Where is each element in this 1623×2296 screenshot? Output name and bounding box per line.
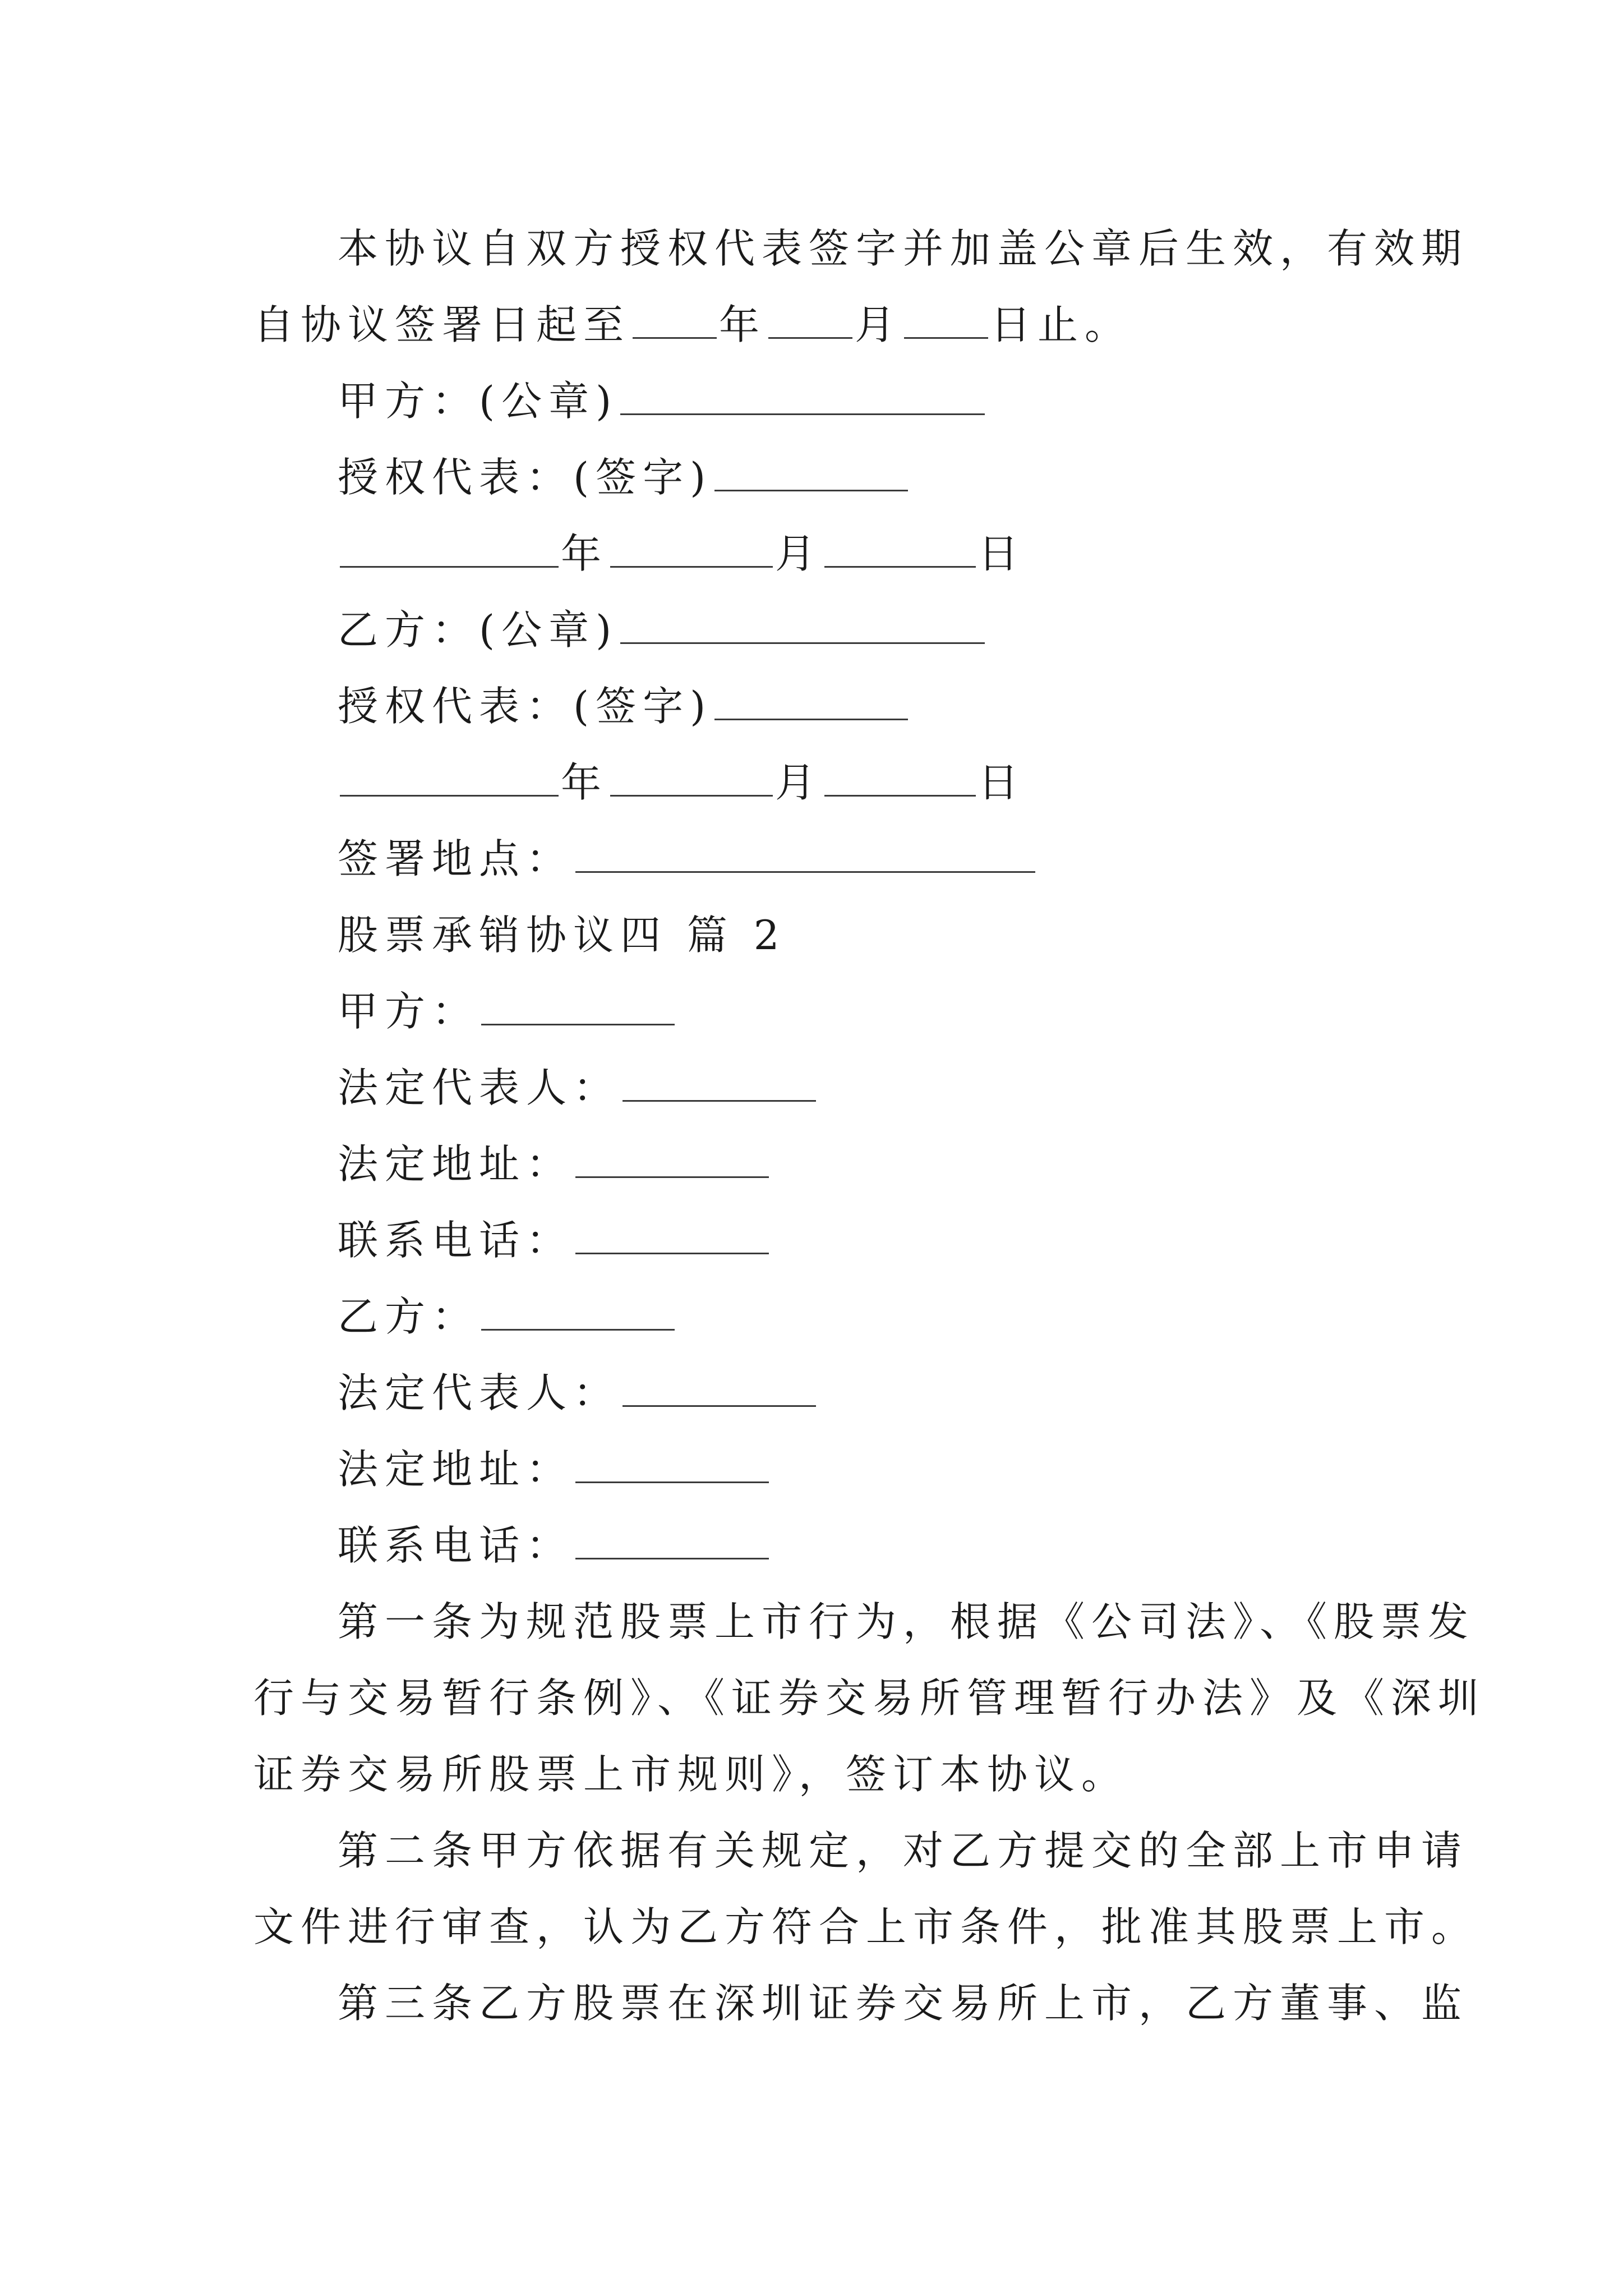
party-b-phone-line: [253, 1507, 1384, 1584]
party-b-name-blank: [481, 1293, 675, 1331]
section-2-heading: [253, 897, 1384, 973]
party-b-label: 乙方：: [338, 1293, 479, 1340]
article-2-text-2: 文件进行审查，认为乙方符合上市条件，批准其股票上市。: [253, 1903, 1479, 1950]
article-1-text-2: 行与交易暂行条例》、《证券交易所管理暂行办法》及《深圳: [253, 1674, 1486, 1722]
year-blank: [633, 301, 717, 339]
party-a-address-label: 法定地址：: [338, 1140, 574, 1188]
party-a-phone-blank: [575, 1217, 769, 1254]
party-b-rep-blank: [714, 683, 908, 720]
month-blank: [768, 301, 852, 339]
party-b-year-blank: [340, 759, 559, 797]
validity-prefix: 自协议签署日起至: [253, 301, 631, 348]
party-a-legal-rep-line: [253, 1050, 1384, 1126]
section-2-title: 股票承销协议四 篇 2: [338, 912, 786, 959]
party-a-name-blank: [481, 988, 675, 1025]
party-a-phone-label: 联系电话：: [338, 1217, 574, 1264]
party-b-seal-line: [253, 592, 1384, 668]
party-a-date-line: [253, 516, 1384, 592]
article-1-text-3: 证券交易所股票上市规则》，签订本协议。: [253, 1751, 1129, 1798]
party-b-day-label: 日: [978, 759, 1026, 806]
party-b-legal-rep-label: 法定代表人：: [338, 1369, 621, 1416]
party-a-day-label: 日: [978, 530, 1026, 577]
article-2-text-1: 第二条甲方依据有关规定，对乙方提交的全部上市申请: [338, 1827, 1469, 1874]
party-a-legal-rep-label: 法定代表人：: [338, 1064, 621, 1111]
day-end-label: 日止。: [990, 301, 1132, 348]
party-b-date-line: [253, 744, 1384, 821]
party-b-rep-line: [253, 668, 1384, 744]
signing-place-line: [253, 821, 1384, 897]
article-3-line-1: [253, 1965, 1469, 2041]
signing-place-blank: [575, 835, 1035, 873]
party-a-address-blank: [575, 1140, 769, 1178]
party-b-phone-blank: [575, 1522, 769, 1559]
party-b-phone-label: 联系电话：: [338, 1522, 574, 1569]
party-b-month-blank: [610, 759, 773, 797]
party-b-legal-rep-line: [253, 1355, 1384, 1431]
day-blank: [904, 301, 988, 339]
party-a-rep-line: [253, 439, 1384, 516]
party-a-seal-label: 甲方：(公章): [338, 378, 619, 425]
article-2-line-2: [253, 1889, 1479, 1965]
party-b-address-label: 法定地址：: [338, 1446, 574, 1493]
party-b-name-line: [253, 1278, 1384, 1355]
party-a-legal-rep-blank: [623, 1064, 816, 1102]
validity-line-2: [253, 287, 1384, 363]
article-1-text-1: 第一条为规范股票上市行为，根据《公司法》、《股票发: [338, 1598, 1476, 1645]
article-1-line-3: [253, 1736, 1384, 1812]
party-a-rep-label: 授权代表：(签字): [338, 454, 713, 501]
party-b-year-label: 年: [561, 759, 608, 806]
party-a-address-line: [253, 1126, 1384, 1202]
party-a-year-blank: [340, 530, 559, 568]
article-1-line-2: [253, 1660, 1486, 1736]
party-b-rep-label: 授权代表：(签字): [338, 683, 713, 730]
party-a-month-label: 月: [775, 530, 823, 577]
party-b-seal-label: 乙方：(公章): [338, 606, 619, 654]
party-a-phone-line: [253, 1202, 1384, 1278]
signing-place-label: 签署地点：: [338, 835, 574, 882]
validity-line-1: [253, 210, 1469, 287]
party-b-legal-rep-blank: [623, 1369, 816, 1407]
party-a-name-line: [253, 973, 1384, 1050]
party-a-seal-blank: [620, 378, 985, 415]
article-3-text-1: 第三条乙方股票在深圳证券交易所上市，乙方董事、监: [338, 1980, 1469, 2027]
party-b-address-line: [253, 1431, 1384, 1507]
party-a-month-blank: [610, 530, 773, 568]
party-a-day-blank: [824, 530, 976, 568]
article-1-line-1: [253, 1584, 1476, 1660]
validity-text-1: 本协议自双方授权代表签字并加盖公章后生效，有效期: [338, 225, 1469, 272]
party-b-seal-blank: [620, 606, 985, 644]
party-a-label: 甲方：: [338, 988, 479, 1035]
party-b-day-blank: [824, 759, 976, 797]
month-label: 月: [855, 301, 902, 348]
party-a-year-label: 年: [561, 530, 608, 577]
party-b-month-label: 月: [775, 759, 823, 806]
party-a-seal-line: [253, 363, 1384, 439]
year-label: 年: [719, 301, 767, 348]
document-content: [253, 210, 1486, 2041]
party-a-rep-blank: [714, 454, 908, 491]
article-2-line-1: [253, 1812, 1469, 1889]
party-b-address-blank: [575, 1446, 769, 1483]
